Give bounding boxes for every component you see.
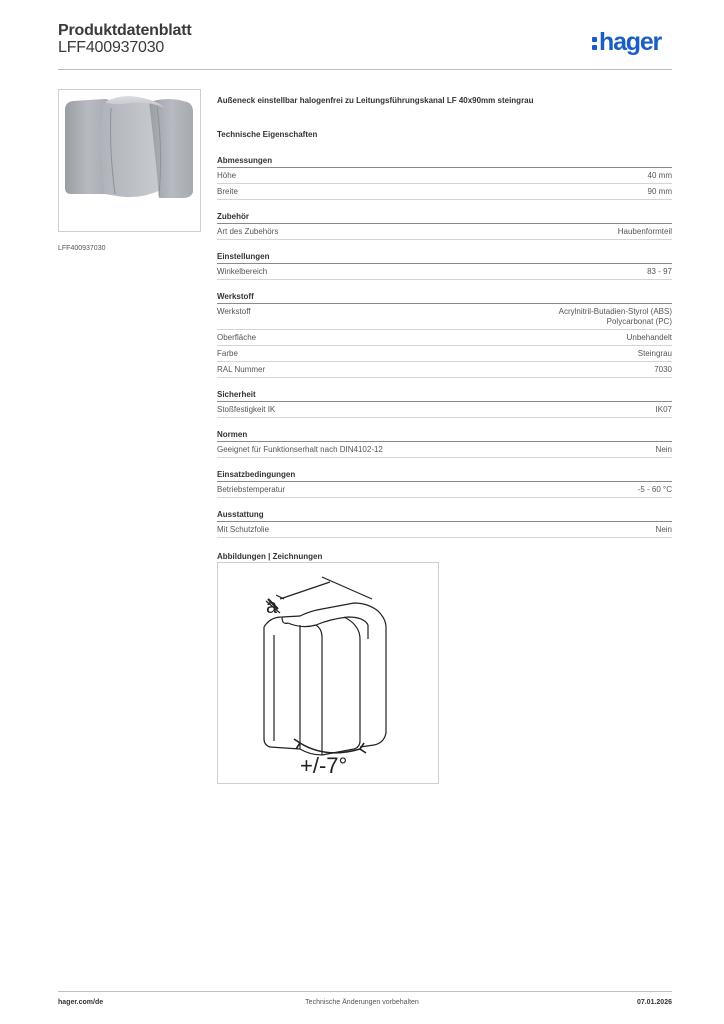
- spec-value: Nein: [655, 525, 672, 534]
- spec-label: Höhe: [217, 171, 237, 180]
- corner-drawing-icon: [218, 563, 438, 783]
- header-divider: [58, 69, 672, 70]
- dim-label-a: a: [266, 596, 278, 618]
- product-title: Außeneck einstellbar halogenfrei zu Leitungsführungskanal LF 40x90mm steingrau: [217, 96, 534, 105]
- spec-row: [217, 346, 672, 362]
- spec-group-title: Normen: [217, 430, 672, 442]
- footer-divider: [58, 991, 672, 992]
- spec-label: Winkelbereich: [217, 267, 268, 276]
- spec-label: Art des Zubehörs: [217, 227, 279, 236]
- spec-value: Steingrau: [637, 349, 672, 358]
- spec-label: RAL Nummer: [217, 365, 266, 374]
- spec-label: Breite: [217, 187, 238, 196]
- spec-value: Haubenformteil: [617, 227, 672, 236]
- spec-group-zubehoer: [217, 212, 672, 240]
- spec-group-title: Ausstattung: [217, 510, 672, 522]
- spec-label: Betriebstemperatur: [217, 485, 286, 494]
- spec-value: 40 mm: [647, 171, 672, 180]
- spec-value-line: Acrylnitril-Butadien-Styrol (ABS): [558, 307, 672, 316]
- tech-heading: Technische Eigenschaften: [217, 130, 318, 139]
- spec-group-ausstattung: [217, 510, 672, 538]
- spec-value: [559, 307, 672, 327]
- spec-label: Oberfläche: [217, 333, 257, 342]
- spec-row: [217, 362, 672, 378]
- spec-row: [217, 168, 672, 184]
- spec-group-title: Werkstoff: [217, 292, 672, 304]
- logo-colon-icon: [592, 34, 598, 52]
- spec-label: Stoßfestigkeit IK: [217, 405, 276, 414]
- spec-label: Werkstoff: [217, 307, 251, 316]
- product-image: [58, 89, 201, 232]
- product-photo-icon: [59, 90, 200, 231]
- spec-value: -5 - 60 °C: [637, 485, 672, 494]
- spec-row: [217, 264, 672, 280]
- spec-group-einsatzbedingungen: [217, 470, 672, 498]
- footer-date: 07.01.2026: [636, 999, 672, 1006]
- spec-group-title: Einsatzbedingungen: [217, 470, 672, 482]
- spec-value: Nein: [655, 445, 672, 454]
- footer-notice: Technische Änderungen vorbehalten: [305, 999, 419, 1006]
- spec-label: Mit Schutzfolie: [217, 525, 270, 534]
- technical-drawing: [217, 562, 439, 784]
- product-image-caption: LFF400937030: [58, 245, 106, 252]
- spec-row: [217, 304, 672, 330]
- footer-website: hager.com/de: [58, 999, 104, 1006]
- spec-row: [217, 442, 672, 458]
- spec-content: [217, 96, 672, 561]
- spec-group-title: Abmessungen: [217, 156, 672, 168]
- spec-value: Unbehandelt: [626, 333, 672, 342]
- spec-group-title: Sicherheit: [217, 390, 672, 402]
- page-title: Produktdatenblatt: [58, 22, 192, 39]
- spec-group-werkstoff: [217, 292, 672, 378]
- spec-row: [217, 184, 672, 200]
- spec-group-title: Zubehör: [217, 212, 672, 224]
- spec-value: IK07: [655, 405, 672, 414]
- drawings-heading: Abbildungen | Zeichnungen: [217, 552, 323, 561]
- logo-text: hager: [599, 27, 662, 56]
- spec-label: Farbe: [217, 349, 238, 358]
- spec-group-normen: [217, 430, 672, 458]
- spec-row: [217, 482, 672, 498]
- spec-value: 83 - 97: [647, 267, 672, 276]
- spec-row: [217, 522, 672, 538]
- spec-value-line: Polycarbonat (PC): [606, 317, 672, 326]
- spec-row: [217, 330, 672, 346]
- spec-group-abmessungen: [217, 156, 672, 200]
- spec-value: 7030: [654, 365, 672, 374]
- hager-logo: [592, 26, 674, 58]
- spec-group-sicherheit: [217, 390, 672, 418]
- spec-value: 90 mm: [647, 187, 672, 196]
- product-code: LFF400937030: [58, 39, 165, 56]
- spec-row: [217, 224, 672, 240]
- spec-group-title: Einstellungen: [217, 252, 672, 264]
- spec-label: Geeignet für Funktionserhalt nach DIN4102-12: [217, 445, 383, 454]
- angle-label: +/-7°: [300, 753, 348, 778]
- spec-row: [217, 402, 672, 418]
- spec-group-einstellungen: [217, 252, 672, 280]
